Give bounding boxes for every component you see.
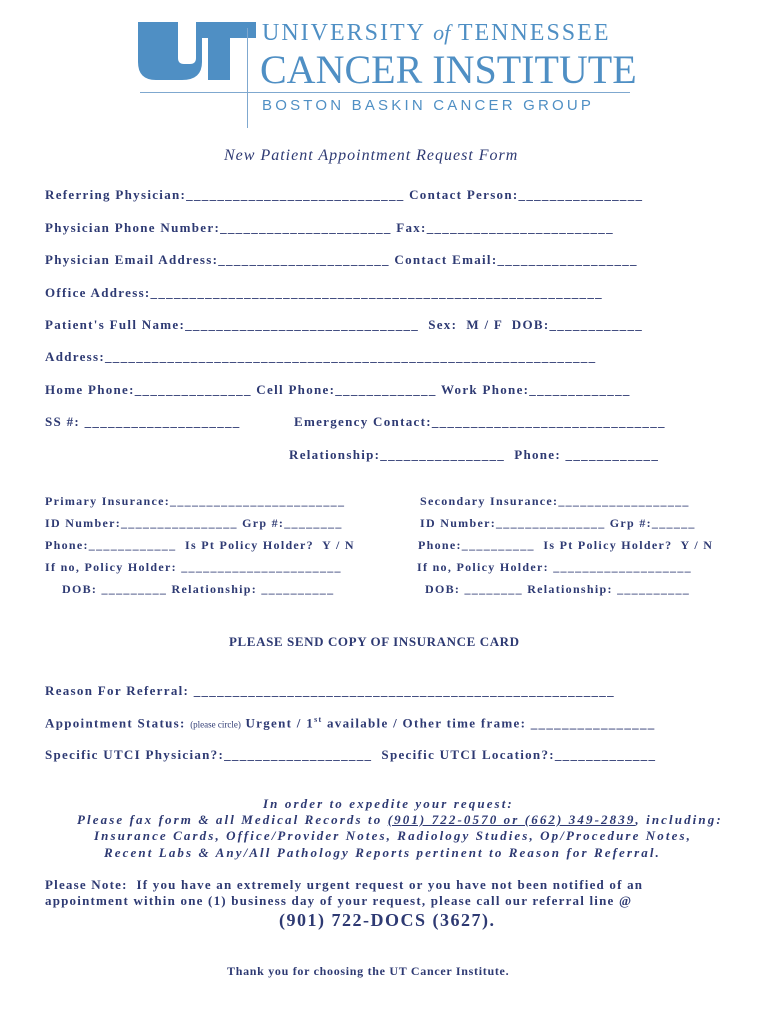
insurance-card-notice: PLEASE SEND COPY OF INSURANCE CARD: [229, 634, 520, 649]
secondary-dob-relationship-field[interactable]: DOB: ________ Relationship: __________: [425, 582, 691, 596]
please-circle-note: (please circle): [190, 719, 241, 730]
ss-number-field[interactable]: SS #: ____________________: [45, 414, 241, 429]
primary-dob-relationship-field[interactable]: DOB: _________ Relationship: __________: [62, 582, 335, 596]
patient-phones-row[interactable]: Home Phone:_______________ Cell Phone:_____________ Work Phone:_____________: [45, 382, 631, 397]
logo-group-text: BOSTON BASKIN CANCER GROUP: [262, 97, 595, 114]
appointment-other-options[interactable]: available / Other time frame: ________________: [322, 715, 656, 731]
secondary-insurance-field[interactable]: Secondary Insurance:__________________: [420, 494, 690, 508]
specific-utci-row[interactable]: Specific UTCI Physician?:___________________ Specific UTCI Location?:_____________: [45, 747, 657, 762]
fax-numbers: (901) 722-0570 or (662) 349-2839: [387, 812, 636, 827]
appointment-urgent-option[interactable]: Urgent / 1: [240, 715, 315, 731]
thank-you-text: Thank you for choosing the UT Cancer Institute.: [227, 964, 510, 978]
patient-name-row[interactable]: Patient's Full Name:______________________________ Sex: M / F DOB:____________: [45, 317, 644, 332]
ordinal-suffix: st: [314, 715, 323, 724]
physician-email-row[interactable]: Physician Email Address:______________________ Contact Email:__________________: [45, 252, 638, 267]
primary-policy-holder-field[interactable]: If no, Policy Holder: ______________________: [45, 560, 342, 574]
emergency-contact-field[interactable]: Emergency Contact:______________________________: [294, 414, 666, 429]
reason-for-referral-field[interactable]: Reason For Referral: ______________________________________________________: [45, 683, 615, 698]
appointment-status-row[interactable]: [45, 715, 656, 731]
physician-phone-row[interactable]: Physician Phone Number:______________________ Fax:________________________: [45, 220, 614, 235]
expedite-fax-line: Please fax form & all Medical Records to (901) 722-0570 or (662) 349-2839, including:: [77, 812, 723, 827]
secondary-phone-holder-field[interactable]: Phone:__________ Is Pt Policy Holder? Y / N: [418, 538, 714, 552]
secondary-id-grp-field[interactable]: ID Number:_______________ Grp #:______: [420, 516, 696, 530]
referral-line-number: (901) 722-DOCS (3627).: [279, 910, 496, 930]
expedite-heading: In order to expedite your request:: [263, 796, 514, 811]
relationship-phone-row[interactable]: Relationship:________________ Phone: ____________: [289, 447, 660, 462]
appointment-status-label: Appointment Status:: [45, 715, 191, 731]
logo-divider-vertical: [247, 28, 248, 128]
urgent-note-line1: Please Note: If you have an extremely urgent request or you have not been notified of an: [45, 877, 644, 892]
expedite-labs-line: Recent Labs & Any/All Pathology Reports pertinent to Reason for Referral.: [104, 845, 661, 860]
form-title: New Patient Appointment Request Form: [224, 147, 519, 164]
patient-address-row[interactable]: Address:_______________________________________________________________: [45, 349, 597, 364]
primary-phone-holder-field[interactable]: Phone:____________ Is Pt Policy Holder? Y / N: [45, 538, 355, 552]
logo-university-text: UNIVERSITY of TENNESSEE: [262, 20, 611, 46]
primary-id-grp-field[interactable]: ID Number:________________ Grp #:________: [45, 516, 343, 530]
logo-cancer-institute-text: CANCER INSTITUTE: [260, 47, 637, 92]
expedite-documents-line: Insurance Cards, Office/Provider Notes, Radiology Studies, Op/Procedure Notes,: [94, 828, 692, 843]
primary-insurance-field[interactable]: Primary Insurance:________________________: [45, 494, 346, 508]
ut-logo-mark: [138, 22, 256, 80]
referring-physician-row[interactable]: Referring Physician:____________________________ Contact Person:________________: [45, 187, 644, 202]
secondary-policy-holder-field[interactable]: If no, Policy Holder: ___________________: [417, 560, 692, 574]
urgent-note-line2: appointment within one (1) business day of your request, please call our referral line @: [45, 893, 633, 908]
office-address-row[interactable]: Office Address:__________________________________________________________: [45, 285, 603, 300]
